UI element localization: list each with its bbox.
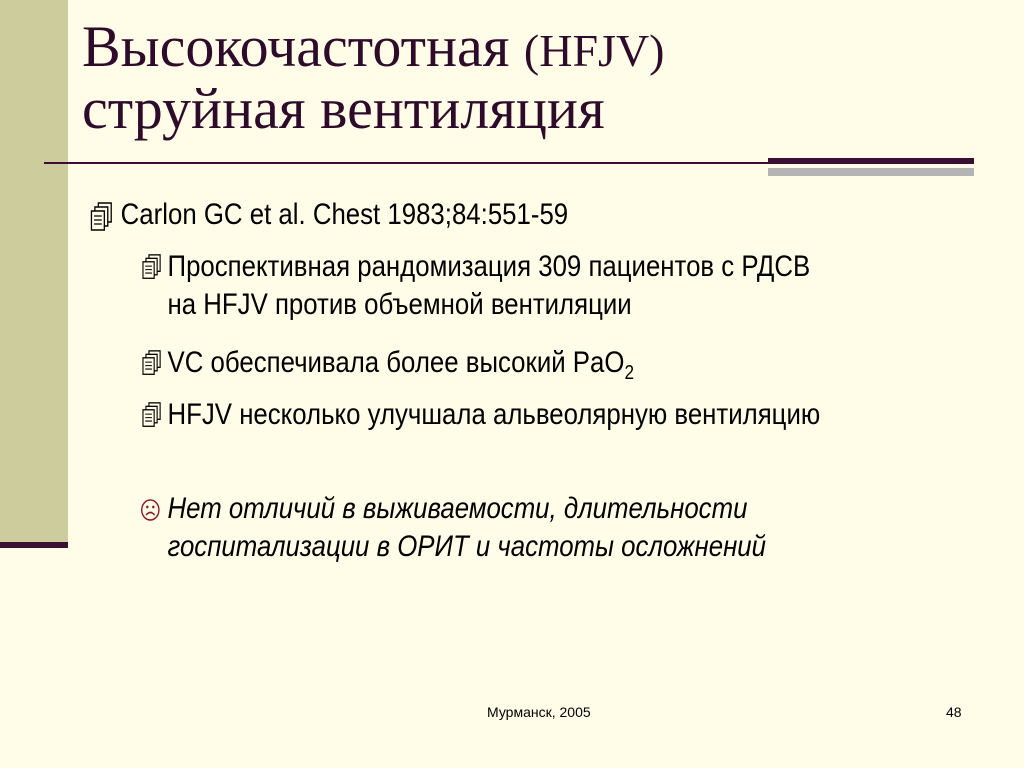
title-abbreviation: (HFJV) (523, 25, 665, 76)
list-item-text: Проспективная рандомизация 309 пациентов с РДСВ на HFJV против объемной вентиляции (167, 250, 811, 321)
document-stack-icon (88, 202, 114, 232)
list-item-text (140, 344, 821, 392)
list-item (140, 396, 821, 434)
document-stack-icon (140, 402, 162, 428)
list-item-text: HFJV несколько улучшала альвеолярную вентиляцию (167, 398, 821, 431)
document-stack-icon (140, 350, 162, 376)
footer-place-year: Мурманск, 2005 (487, 704, 591, 720)
list-item (140, 344, 821, 392)
list-item (140, 248, 821, 324)
list-item-main-text: VC обеспечивала более высокий PaO (167, 346, 625, 379)
page-number: 48 (946, 704, 962, 720)
document-stack-icon (140, 254, 162, 280)
citation-text: Carlon GC et al. Chest 1983;84:551-59 (120, 198, 569, 231)
list-item (140, 490, 821, 566)
list-item-text: Нет отличий в выживаемости, длительности госпитализации в ОРИТ и частоты осложнений (167, 492, 766, 563)
frown-face-icon (140, 498, 161, 522)
subscript-2: 2 (624, 362, 635, 384)
citation-bullet (88, 196, 568, 234)
title-main-word: Высокочастотная (82, 14, 510, 79)
title-line-2: струйная вентиляция (82, 76, 605, 141)
